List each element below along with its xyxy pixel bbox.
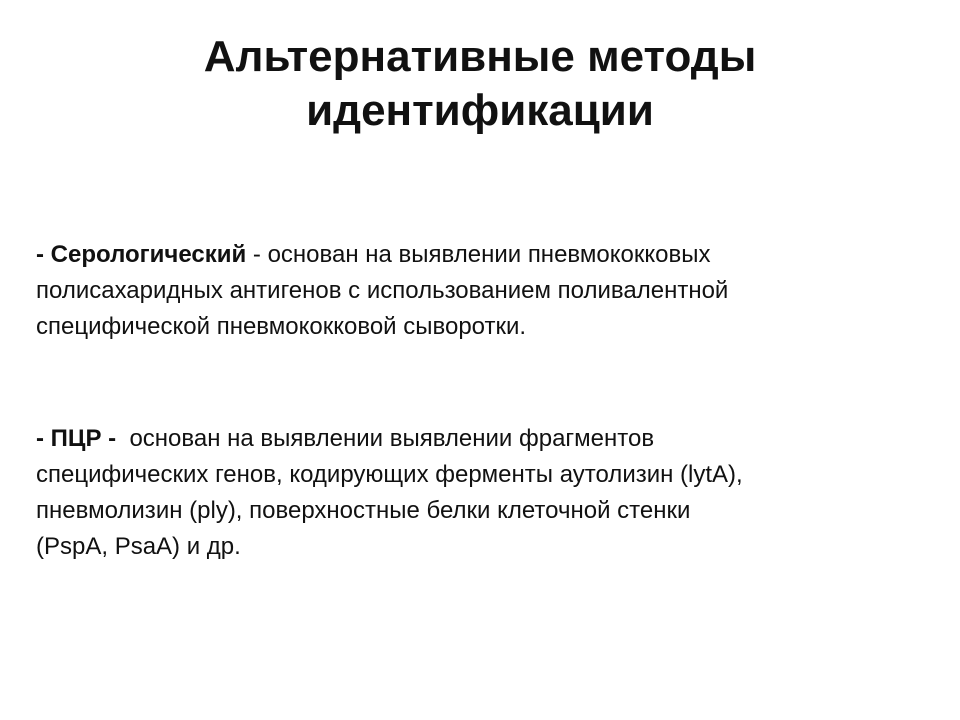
slide-title — [80, 30, 880, 138]
paragraph-line — [36, 237, 916, 273]
paragraph-line: специфических генов, кодирующих ферменты аутолизин (lytA), — [36, 461, 743, 488]
term-serological: - Серологический — [36, 241, 247, 268]
title-line-1: Альтернативные методы — [203, 32, 757, 81]
paragraph-line: специфической пневмококковой сыворотки. — [36, 313, 527, 340]
paragraph-line: полисахаридных антигенов с использованием поливалентной — [36, 277, 729, 304]
paragraph-line: пневмолизин (ply), поверхностные белки клеточной стенки — [36, 497, 691, 524]
paragraph-line: (PspA, PsaA) и др. — [36, 533, 241, 560]
title-line-2: идентификации — [306, 86, 654, 135]
paragraph-serological — [36, 237, 916, 345]
term-pcr: - ПЦР - — [36, 425, 117, 452]
paragraph-text: основан на выявлении выявлении фрагментов — [116, 425, 655, 452]
paragraph-line — [36, 421, 916, 457]
paragraph-text: - основан на выявлении пневмококковых — [246, 241, 711, 268]
paragraph-pcr — [36, 421, 916, 565]
